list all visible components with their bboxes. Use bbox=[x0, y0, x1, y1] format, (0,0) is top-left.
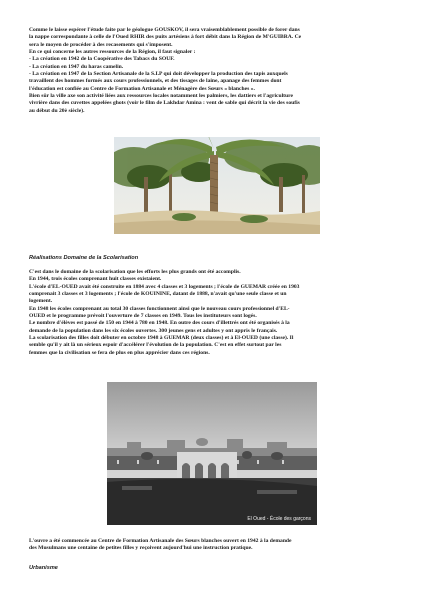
text-line: En 1944, trois écoles comprenant huit classes existaient. bbox=[29, 276, 162, 283]
text-line: Comme le laisse espérer l'étude faite par le géologue GOUSKOV, il sera vraisemblablement possible de forer dans bbox=[29, 27, 300, 33]
school-photo bbox=[107, 382, 317, 525]
text-line: vivrière dans des cuvettes appelées ghots (voir le film de Lakhdar Amina : vent de sable qui décrit la vie des soufis bbox=[29, 100, 300, 107]
text-line: - La création en 1942 de la Coopérative des Tabacs du SOUF. bbox=[29, 56, 175, 63]
text-line: demande de la population dans les six écoles ouvertes. 300 jeunes gens et adultes y ont appris le français. bbox=[29, 327, 278, 334]
text-line: au début du 20è siècle). bbox=[29, 107, 85, 114]
text-line: C'est dans le domaine de la scolarisation que les efforts les plus grands ont été accomplis. bbox=[29, 269, 241, 275]
text-line: Bien sûr la ville axe son activité liées aux ressources locales notamment les palmiers, les dattiers et l'agriculture bbox=[29, 93, 294, 100]
text-line: La scolarisation des filles doit débuter en octobre 1948 à GUEMAR (deux classes) et à El-OUED (une classe). Il bbox=[29, 335, 294, 342]
intro-paragraph bbox=[29, 27, 401, 115]
text-line: des Musulmans une centaine de petites filles y reçoivent aujourd'hui une instruction pratique. bbox=[29, 545, 253, 552]
text-line: logement. bbox=[29, 298, 53, 305]
footer-label: Urbanisme bbox=[29, 565, 58, 571]
closing-paragraph bbox=[29, 538, 401, 553]
section-heading: Réalisations Domaine de la Scolarisation bbox=[29, 255, 139, 261]
text-line: travaillent des hommes formés aux cours professionnels, et des tissages de laine, apanage des femmes dont bbox=[29, 78, 282, 85]
text-line: comprenait 3 classes et 3 logements ; l'école de KOUININE, datant de 1888, n'avait qu'une seule classe et un bbox=[29, 291, 287, 298]
text-line: sera le moyen de procéder à des recasements qui s'imposent. bbox=[29, 41, 173, 48]
text-line: En 1948 les écoles comprenant au total 30 classes fonctionnent ainsi que le nouveau cours professionnel d'EL- bbox=[29, 305, 290, 312]
text-line: Le nombre d'élèves est passé de 150 en 1944 à 780 en 1948. En outre des cours d'illettrés ont été organisés à la bbox=[29, 320, 290, 327]
text-line: la nappe correspondante à celle de l'Oued RHIR des puits artésiens à fort débit dans la Région de M'GUIBRA. Ce bbox=[29, 34, 302, 41]
text-line: OUED et le programme prévoit l'ouverture de 7 classes en 1949. Tous les instituteurs sont logés. bbox=[29, 313, 257, 320]
photo-caption: El Oued - École des garçons bbox=[247, 516, 311, 522]
text-line: L'ouvre a été commencée au Centre de Formation Artisanale des Sœurs blanches ouvert en 1942 à la demande bbox=[29, 538, 292, 544]
text-line: semble qu'il y ait là un sérieux espoir d'accélérer l'évolution de la population. C'est en effet surtout par les bbox=[29, 342, 282, 349]
text-line: femmes que la civilisation se fera de plus en plus apprécier dans ces régions. bbox=[29, 349, 210, 356]
palm-grove-photo bbox=[114, 137, 320, 234]
text-line: L'école d'EL-OUED avait été construite en 1884 avec 4 classes et 3 logements ; l'école de GUEMAR créée en 1903 bbox=[29, 283, 300, 290]
schooling-paragraph bbox=[29, 269, 401, 357]
text-line: En ce qui concerne les autres ressources de la Région, il faut signaler : bbox=[29, 49, 196, 56]
text-line: - La création en 1947 du haras camelin. bbox=[29, 63, 124, 70]
text-line: l'éducation est confiée au Centre de Formation Artisanale et Ménagère des Sœurs « blanches ». bbox=[29, 85, 255, 92]
text-line: - La création en 1947 de la Section Artisanale de la S.I.P qui doit développer la production des tapis auxquels bbox=[29, 71, 288, 78]
